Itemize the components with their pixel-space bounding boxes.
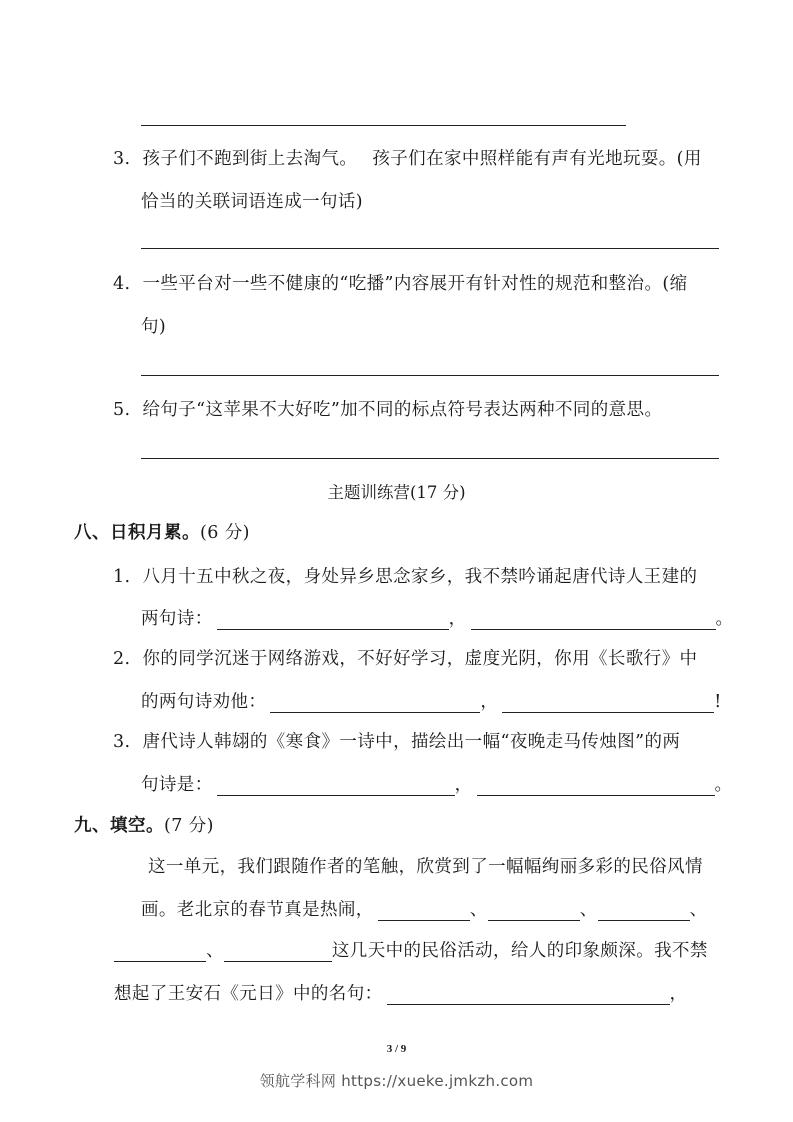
- section-9-para-line-2: [141, 899, 707, 921]
- item-number: 3.: [113, 732, 131, 752]
- separator: 、: [579, 900, 598, 920]
- page-number: 3 / 9: [386, 1043, 407, 1055]
- section-8-item-1: [113, 566, 697, 588]
- section-8-item-3-blanks: [141, 774, 732, 796]
- fill-blank[interactable]: [598, 904, 690, 921]
- end-punct: 。: [714, 775, 733, 795]
- item-text: 八月十五中秋之夜，身处异乡思念家乡，我不禁吟诵起唐代诗人王建的: [142, 567, 698, 587]
- para-text: 画。老北京的春节真是热闹，: [141, 900, 374, 920]
- fill-blank[interactable]: [114, 945, 206, 962]
- fill-blank[interactable]: [217, 779, 455, 796]
- fill-blank[interactable]: [270, 696, 480, 713]
- para-text: 这几天中的民俗活动，给人的印象颇深。我不禁: [331, 941, 708, 961]
- section-9-para-line-4: [114, 983, 687, 1005]
- fill-blank[interactable]: [477, 779, 715, 796]
- answer-line[interactable]: [141, 248, 719, 249]
- question-5: [113, 399, 662, 421]
- section-9-para-line-3: [114, 940, 708, 962]
- question-4-cont: 句): [141, 317, 167, 337]
- question-text: 一些平台对一些不健康的“吃播”内容展开有针对性的规范和整治。(缩: [142, 274, 688, 294]
- section-8-item-2: [113, 648, 697, 670]
- section-9-para-line-1: 这一单元，我们跟随作者的笔触，欣赏到了一幅幅绚丽多彩的民俗风情: [148, 857, 703, 877]
- end-punct: ，: [669, 984, 688, 1004]
- item-prefix: 句诗是：: [141, 775, 213, 795]
- fill-blank[interactable]: [224, 945, 332, 962]
- watermark: 领航学科网 https://xueke.jmkzh.com: [259, 1072, 534, 1090]
- fill-blank[interactable]: [488, 904, 580, 921]
- para-text: 想起了王安石《元日》中的名句：: [114, 984, 383, 1004]
- fill-blank[interactable]: [502, 696, 714, 713]
- separator: ，: [454, 775, 473, 795]
- fill-blank[interactable]: [387, 988, 670, 1005]
- section-8-item-3: [113, 731, 680, 753]
- section-8-item-1-blanks: [141, 608, 733, 630]
- separator: 、: [206, 941, 224, 961]
- separator: 、: [469, 900, 488, 920]
- section-9-heading: [74, 815, 214, 837]
- fill-blank[interactable]: [471, 613, 716, 630]
- question-4: [113, 273, 688, 295]
- question-text: 给句子“这苹果不大好吃”加不同的标点符号表达两种不同的意思。: [142, 400, 663, 420]
- answer-line[interactable]: [141, 458, 719, 459]
- end-punct: !: [714, 692, 722, 712]
- question-number: 5.: [113, 400, 131, 420]
- fill-blank[interactable]: [378, 904, 470, 921]
- question-3-cont: 恰当的关联词语连成一句话): [141, 192, 364, 212]
- item-number: 2.: [113, 649, 131, 669]
- fill-blank[interactable]: [217, 613, 449, 630]
- item-text: 你的同学沉迷于网络游戏，不好好学习，虚度光阴，你用《长歌行》中: [142, 649, 698, 669]
- separator: ，: [480, 692, 499, 712]
- end-punct: 。: [715, 609, 734, 629]
- answer-line[interactable]: [141, 375, 719, 376]
- heading-score: (7 分): [164, 816, 214, 836]
- heading-text: 八、日积月累。: [74, 523, 200, 543]
- separator: 、: [689, 900, 708, 920]
- heading-text: 九、填空。: [74, 816, 164, 836]
- item-prefix: 两句诗：: [141, 609, 213, 629]
- question-number: 3.: [113, 149, 131, 169]
- heading-score: (6 分): [200, 523, 250, 543]
- question-number: 4.: [113, 274, 131, 294]
- item-text: 唐代诗人韩翃的《寒食》一诗中，描绘出一幅“夜晚走马传烛图”的两: [142, 732, 681, 752]
- item-number: 1.: [113, 567, 131, 587]
- question-text: 孩子们不跑到街上去淘气。 孩子们在家中照样能有声有光地玩耍。(用: [142, 149, 702, 169]
- question-3: [113, 148, 702, 170]
- section-title: 主题训练营(17 分): [327, 483, 466, 502]
- section-8-item-2-blanks: [141, 691, 722, 713]
- item-prefix: 的两句诗劝他：: [141, 692, 267, 712]
- answer-line[interactable]: [141, 125, 626, 126]
- section-8-heading: [74, 522, 250, 544]
- separator: ，: [448, 609, 467, 629]
